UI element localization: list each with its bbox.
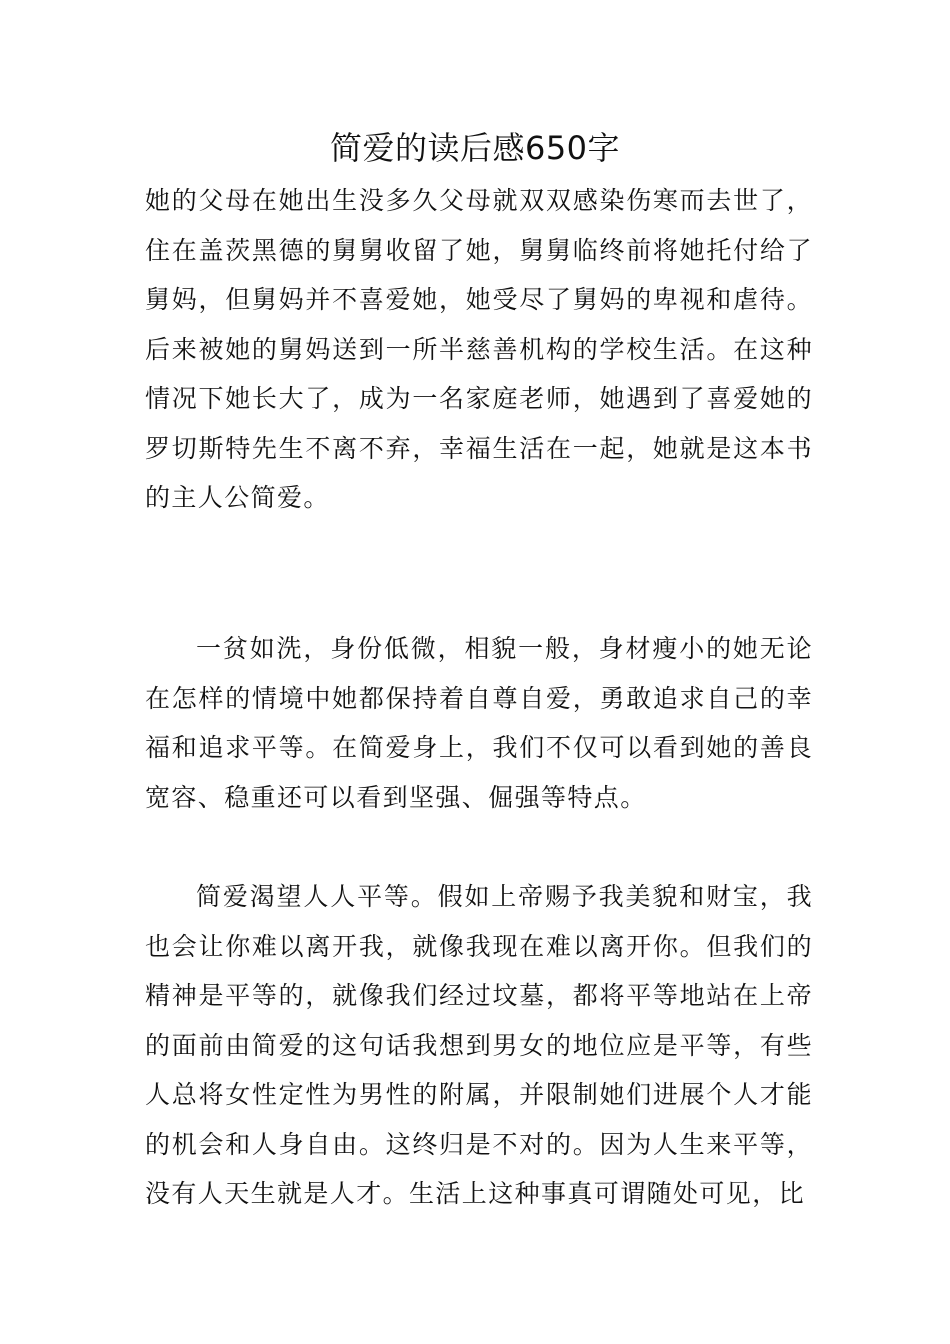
paragraph-2: 一贫如洗，身份低微，相貌一般，身材瘦小的她无论在怎样的情境中她都保持着自尊自爱，勇敢追求自己的幸福和追求平等。在简爱身上，我们不仅可以看到她的善良宽容、稳重还可以看到坚强、倔强等特点。 <box>145 634 813 812</box>
paragraph-3: 简爱渴望人人平等。假如上帝赐予我美貌和财宝，我也会让你难以离开我，就像我现在难以离开你。但我们的精神是平等的，就像我们经过坟墓，都将平等地站在上帝的面前由简爱的这句话我想到男女的地位应是平等，有些人总将女性定性为男性的附属，并限制她们进展个人才能的机会和人身自由。这终归是不对的。因为人生来平等，没有人天生就是人才。生活上这种事真可谓随处可见，比 <box>145 882 813 1208</box>
paragraph-1: 她的父母在她出生没多久父母就双双感染伤寒而去世了，住在盖茨黑德的舅舅收留了她，舅舅临终前将她托付给了舅妈，但舅妈并不喜爱她，她受尽了舅妈的卑视和虐待。后来被她的舅妈送到一所半慈善机构的学校生活。在这种情况下她长大了，成为一名家庭老师，她遇到了喜爱她的罗切斯特先生不离不弃，幸福生活在一起，她就是这本书的主人公简爱。 <box>145 186 813 512</box>
document-title: 简爱的读后感650字 <box>329 129 621 167</box>
